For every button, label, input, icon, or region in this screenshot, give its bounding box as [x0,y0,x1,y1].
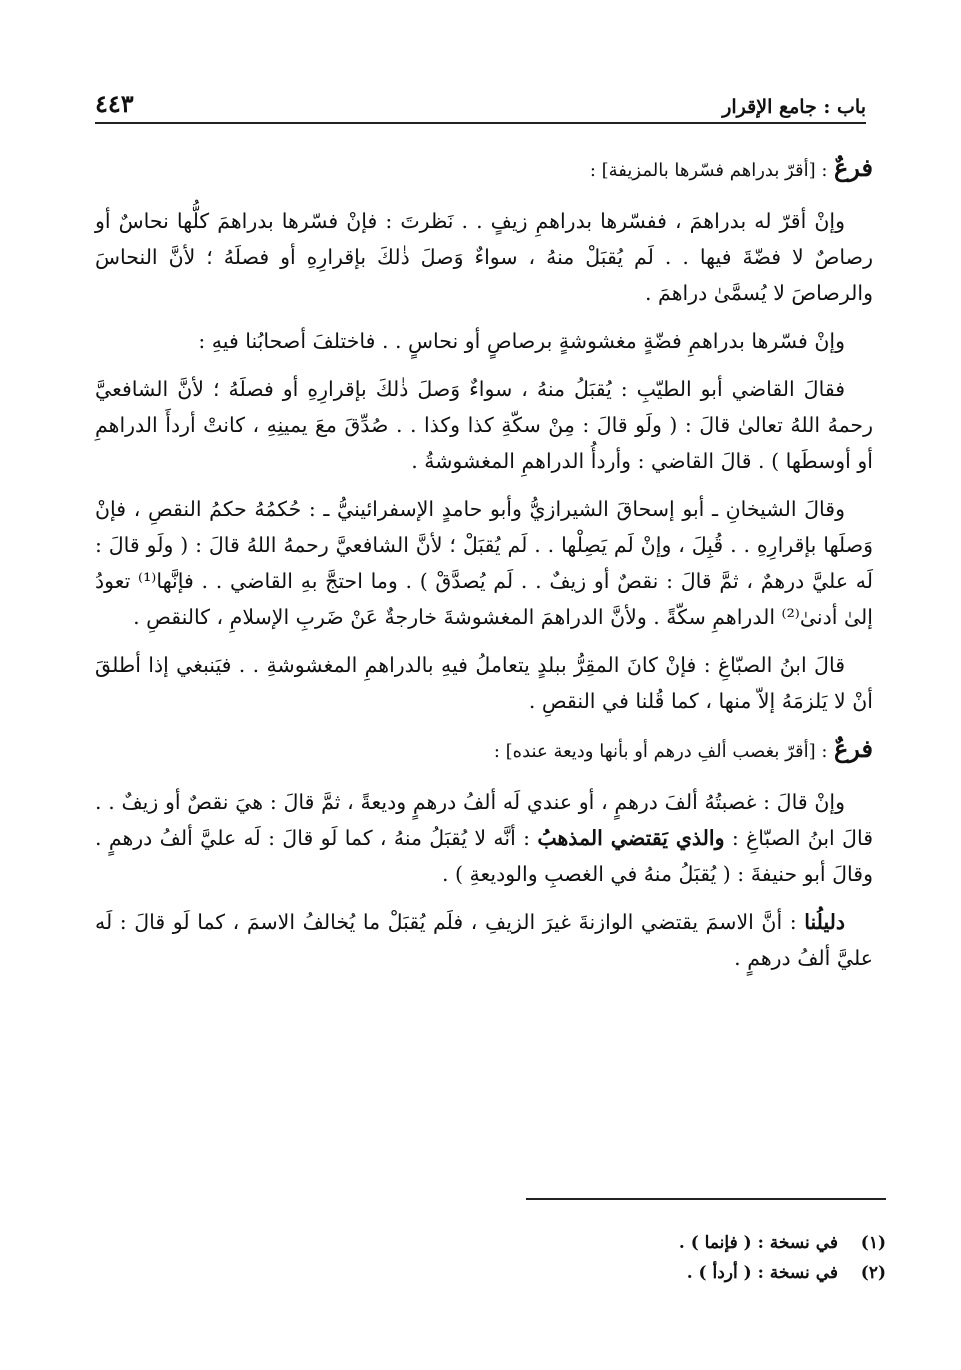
paragraph-text: : أنَّه لا يُقبَلُ منهُ ، كما لَو قالَ : لَه عليَّ ألفُ درهمٍ . وقالَ أبو حنيفةَ : ( يُقبَلُ منهُ في الغصبِ والوديعةِ ) . [95,826,873,886]
footnote-text: في نسخة : ( أردأ ) . [686,1263,838,1283]
branch-title: : [أقرّ بغصب ألفِ درهم أو بأنها وديعة عنده] : [493,741,828,762]
footnote-text: في نسخة : ( فإنما ) . [678,1233,838,1253]
footnotes [386,1228,886,1288]
page-number: ٤٤٣ [95,89,134,118]
paragraph: وإنْ فسّرها بدراهمِ فضّةٍ مغشوشةٍ برصاصٍ أو نحاسٍ . . فاختلفَ أصحابُنا فيهِ : [198,329,845,353]
chapter-title: باب : جامع الإقرار [722,96,866,118]
footnote [386,1258,886,1288]
paragraph: وقالَ الشيخانِ ـ أبو إسحاقَ الشيرازيُّ وأبو حامدٍ الإسفرائينيُّ ـ : حُكمُهُ حكمُ النقصِ ، فإنْ وَصلَها بإقرارِهِ . . قُبِلَ ، وإنْ لَم يَصِلْها . . لَم يُقبَلْ ؛ لأنَّ الشافعيَّ رحمهُ اللهُ قالَ : ( ولَو قالَ : لَه عليَّ درهمٌ ، ثمَّ قالَ : نقصٌ أو زيفٌ . . لَم يُصدَّقْ ) . وما احتجَّ بهِ القاضي . . فإنَّها⁽¹⁾ تعودُ إلىٰ أدنىٰ⁽²⁾ الدراهمِ سكّةً . ولأنَّ الدراهمَ المغشوشةَ خارجةٌ عَنْ ضَربِ الإسلامِ ، كالنقصِ . [95,497,873,629]
footnote-number: (٢) [860,1263,886,1283]
paragraph: وإنْ أقرّ له بدراهمَ ، ففسّرها بدراهمِ زيفٍ . . نَظرتَ : فإنْ فسّرها بدراهمَ كلُّها نحاسٌ أو رصاصٌ لا فضّةَ فيها . . لَم يُقبَلْ منهُ ، سواءٌ وَصلَ ذٰلكَ بإقرارِهِ أو فصلَهُ ؛ لأنَّ النحاسَ والرصاصَ لا يُسمَّىٰ دراهمَ . [95,209,873,305]
emphasis-text: والذي يَقتضي المذهبُ [537,826,725,850]
paragraph: فقالَ القاضي أبو الطيّبِ : يُقبَلُ منهُ ، سواءٌ وَصلَ ذٰلكَ بإقرارِهِ أو فصلَهُ ؛ لأنَّ الشافعيَّ رحمهُ اللهُ تعالىٰ قالَ : ( ولَو قالَ : مِنْ سكّةِ كذا وكذا . . صُدِّقَ معَ يمينِهِ ، كانتْ أردأَ الدراهمِ أو أوسطَها ) . قالَ القاضي : وأردأُ الدراهمِ المغشوشةُ . [95,377,873,473]
paragraph-text: : أنَّ الاسمَ يقتضي الوازنةَ غيرَ الزيفِ ، فلَم يُقبَلْ ما يُخالفُ الاسمَ ، كما لَو قالَ : لَه عليَّ ألفُ درهمٍ . [95,910,873,970]
footnote-number: (١) [860,1233,886,1253]
footnote [386,1228,886,1258]
section-heading [95,150,873,189]
branch-label: فرعٌ [833,734,873,763]
paragraph-text: وإنْ قالَ : غصبتُهُ ألفَ درهمٍ ، أو عندي لَه ألفُ درهمٍ وديعةً ، ثمَّ قالَ : هيَ نقصٌ أو زيفٌ . . قالَ ابنُ الصبّاغِ : [95,790,874,850]
branch-title: : [أقرّ بدراهم فسّرها بالمزيفة] : [589,160,828,181]
main-text [95,150,873,988]
emphasis-text: دليلُنا [804,910,845,934]
paragraph [95,784,873,892]
section-heading [95,731,873,770]
footnote-divider [526,1198,886,1200]
paragraph: قالَ ابنُ الصبّاغِ : فإنْ كانَ المقِرُّ ببلدٍ يتعاملُ فيهِ بالدراهمِ المغشوشةِ . . فيَنبغي إذا أطلقَ أنْ لا يَلزمَهُ إلاّ منها ، كما قُلنا في النقصِ . [95,653,873,713]
running-header [95,78,866,124]
paragraph [95,904,873,976]
branch-label: فرعٌ [833,153,873,182]
